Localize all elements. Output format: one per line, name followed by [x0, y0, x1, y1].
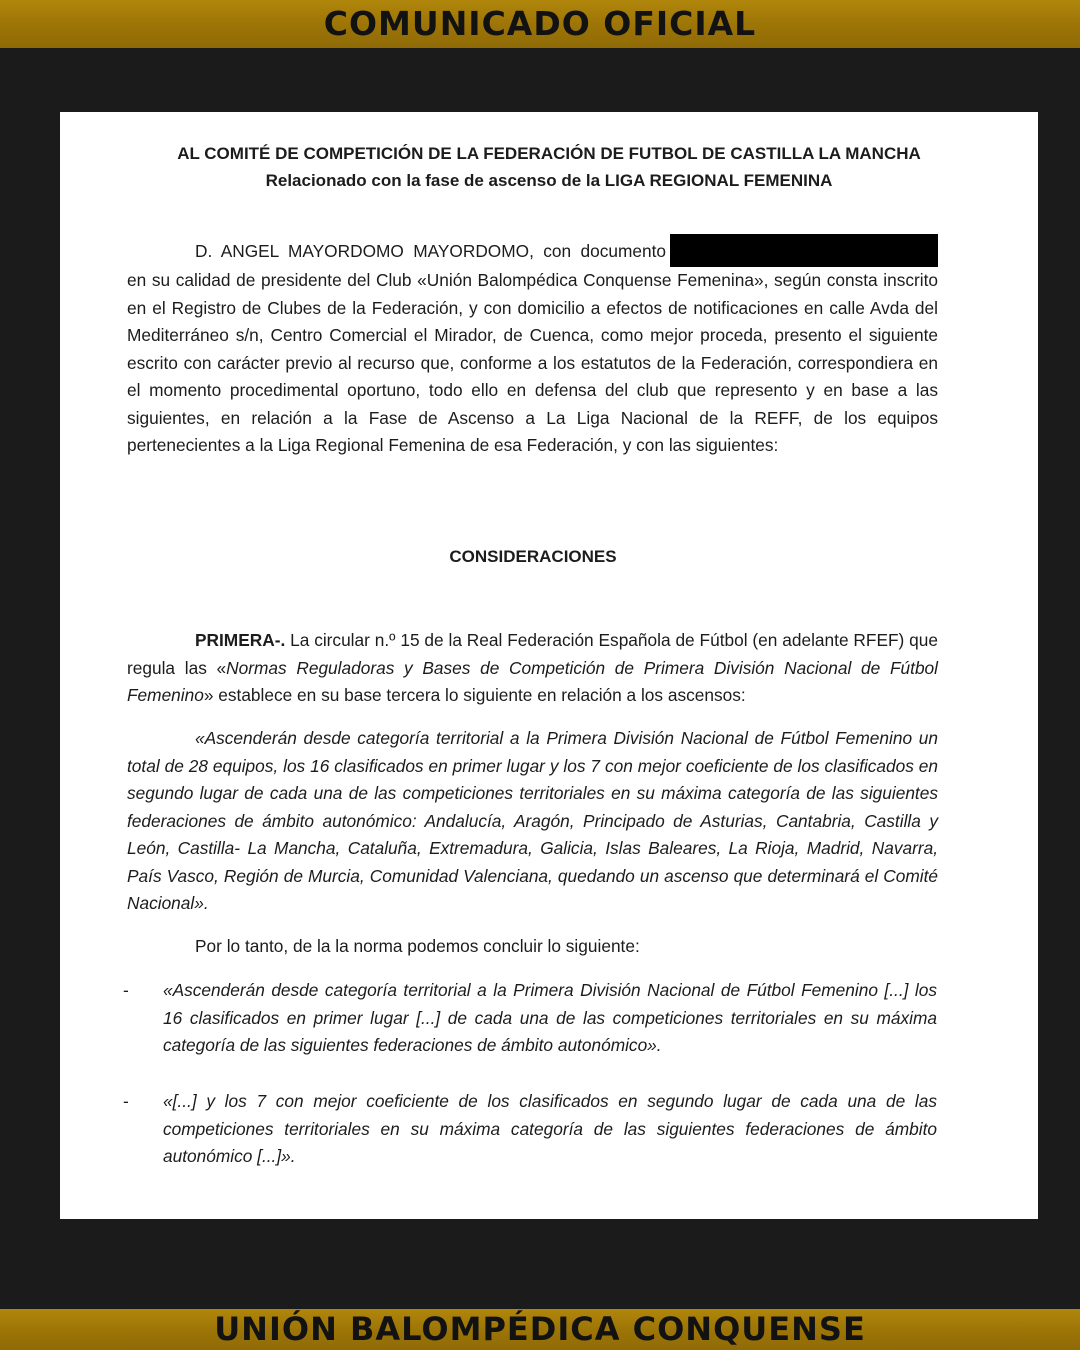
bullet-dash: -: [123, 1091, 129, 1111]
section-heading-consideraciones: CONSIDERACIONES: [449, 547, 617, 566]
quote-text: «Ascenderán desde categoría territorial a la Primera División Nacional de Fútbol Femenino un total de 28 equipos, los 16 clasificados en primer lugar y los 7 con mejor coeficiente de los clasificados en segundo lugar de cada una de las competiciones territoriales en su máxima categoría de las siguientes federaciones de ámbito autonómico: Andalucía, Aragón, Principado de Asturias, Cantabria, Castilla y León, Castilla- La Mancha, Cataluña, Extremadura, Galicia, Islas Baleares, La Rioja, Madrid, Navarra, País Vasco, Región de Murcia, Comunidad Valenciana, quedando un ascenso que determinará el Comité Nacional».: [127, 728, 938, 913]
primera-text-part1: La circular n.º 15 de la Real Federación Española de Fútbol (en adelante RFEF) que regula las «: [127, 630, 938, 678]
bullet-item: [123, 977, 937, 1060]
conclusion-paragraph: [127, 933, 938, 961]
bullet-text: «Ascenderán desde categoría territorial a la Primera División Nacional de Fútbol Femenino [...] los 16 clasificados en primer lugar [...] de cada una de las competiciones territoriales en su máxima categoría de las siguientes federaciones de ámbito autonómico».: [163, 980, 937, 1055]
bottom-banner-club-name: UNIÓN BALOMPÉDICA CONQUENSE: [0, 1309, 1080, 1350]
intro-paragraph: [127, 234, 938, 460]
redacted-document-number: [670, 234, 938, 267]
top-banner-comunicado-oficial: COMUNICADO OFICIAL: [0, 0, 1080, 48]
quoted-regulation-paragraph: [127, 725, 938, 918]
document-title: AL COMITÉ DE COMPETICIÓN DE LA FEDERACIÓN DE FUTBOL DE CASTILLA LA MANCHA: [177, 144, 921, 163]
primera-label: PRIMERA-.: [195, 630, 286, 650]
bullet-dash: -: [123, 980, 129, 1000]
intro-start-text: D. ANGEL MAYORDOMO MAYORDOMO, con documento: [195, 241, 666, 261]
bullet-item: [123, 1088, 937, 1171]
document-subtitle: Relacionado con la fase de ascenso de la LIGA REGIONAL FEMENINA: [265, 171, 833, 190]
document-page: [60, 112, 1038, 1219]
bullet-text: «[...] y los 7 con mejor coeficiente de los clasificados en segundo lugar de cada una de las competiciones territoriales en su máxima categoría de las siguientes federaciones de ámbito autonómico [...]».: [163, 1091, 937, 1166]
intro-body-text: en su calidad de presidente del Club «Unión Balompédica Conquense Femenina», según consta inscrito en el Registro de Clubes de la Federación, y con domicilio a efectos de notificaciones en calle Avda del Mediterráneo s/n, Centro Comercial el Mirador, de Cuenca, como mejor proceda, presento el siguiente escrito con carácter previo al recurso que, conforme a los estatutos de la Federación, correspondiera en el momento procedimental oportuno, todo ello en defensa del club que represento y en base a las siguientes, en relación a la Fase de Ascenso a La Liga Nacional de la REFF, de los equipos pertenecientes a la Liga Regional Femenina de esa Federación, y con las siguientes:: [127, 270, 938, 455]
primera-italic-title: Normas Reguladoras y Bases de Competición de Primera División Nacional de Fútbol Femenino: [127, 657, 938, 705]
conclusion-text: Por lo tanto, de la la norma podemos concluir lo siguiente:: [195, 936, 640, 956]
primera-text-part2: » establece en su base tercera lo siguiente en relación a los ascensos:: [203, 685, 746, 705]
primera-paragraph: [127, 627, 938, 710]
